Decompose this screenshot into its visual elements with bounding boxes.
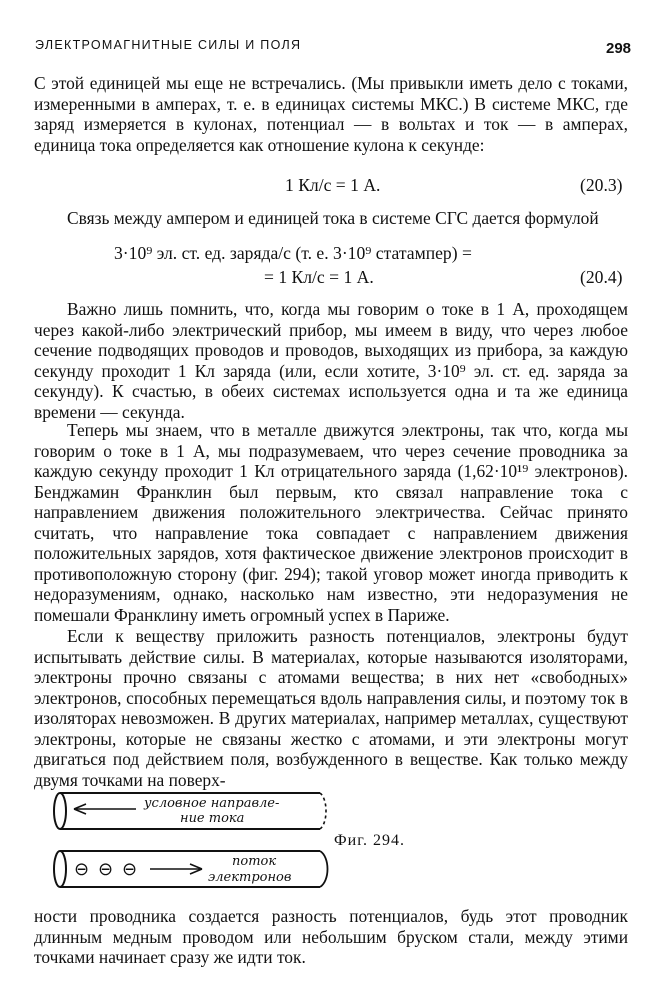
figure-caption: Фиг. 294.	[334, 832, 405, 849]
current-direction-label-line2: ние тока	[180, 811, 245, 826]
equation-20-4-number: (20.4)	[580, 267, 623, 287]
arrow-left-icon	[74, 804, 136, 814]
paragraph-3: Важно лишь помнить, что, когда мы говорим о токе в 1 А, проходящем через какой-либо электрический прибор, мы имеем в виду, что через любое сечение подводящих проводов и проводов, выходящих из прибора, за каждую секунду проходит 1 Кл заряда (или, если хотите, 3·10⁹ эл. ст. ед. заряда за секунду). К счастью, в обеих системах используется одна и та же единица времени — секунда.	[34, 299, 628, 422]
equation-20-3: 1 Кл/с = 1 А.	[285, 175, 381, 195]
figure-294-drawing	[52, 785, 342, 895]
paragraph-5: Если к веществу приложить разность потенциалов, электроны будут испытывать действие силы. В материалах, которые называются изоляторами, электроны прочно связаны с атомами вещества; в них нет «свободных» электронов, способных перемещаться вдоль направления силы, и поэтому ток в изоляторах невозможен. В других материалах, например металлах, существуют электроны, которые не связаны жестко с атомами, и эти электроны могут двигаться под действием поля, возбужденного в веществе. Как только между двумя точками на поверх-	[34, 626, 628, 790]
electron-icon: ⊖	[122, 859, 138, 880]
electron-flow-label-line1: поток	[232, 854, 277, 869]
page-number: 298	[606, 40, 632, 57]
equation-20-4-line1: 3·10⁹ эл. ст. ед. заряда/с (т. е. 3·10⁹ статампер) =	[114, 243, 472, 263]
paragraph-2: Связь между ампером и единицей тока в системе СГС дается формулой	[67, 208, 599, 228]
running-title: ЭЛЕКТРОМАГНИТНЫЕ СИЛЫ И ПОЛЯ	[35, 38, 302, 52]
paragraph-4: Теперь мы знаем, что в металле движутся электроны, так что, когда мы говорим о токе в 1 А, мы подразумеваем, что через сечение проводника за каждую секунду проходит 1 Кл отрицательного заряда (1,62·10¹⁹ электронов). Бенджамин Франклин был первым, кто связал направление тока с направлением движения положительного электричества. Сейчас принято считать, что направление тока совпадает с направлением движения положительных зарядов, хотя фактическое движение электронов происходит в противоположную сторону (фиг. 294); такой уговор может иногда приводить к недоразумениям, однако, насколько нам известно, эти недоразумения не помешали Франклину иметь огромный успех в Париже.	[34, 420, 628, 625]
equation-20-3-number: (20.3)	[580, 175, 623, 195]
arrow-right-icon	[150, 864, 202, 874]
current-direction-label-line1: условное направле-	[144, 796, 280, 811]
paragraph-6: ности проводника создается разность потенциалов, будь этот проводник длинным медным проводом или небольшим бруском стали, между этими точками начинает сразу же идти ток.	[34, 906, 628, 967]
electron-icon: ⊖	[74, 859, 90, 880]
electron-flow-label-line2: электронов	[208, 870, 292, 885]
electron-icon: ⊖	[98, 859, 114, 880]
paragraph-1: С этой единицей мы еще не встречались. (Мы привыкли иметь дело с токами, измеренными в амперах, т. е. в единицах системы МКС.) В системе МКС, где заряд измеряется в кулонах, потенциал — в вольтах и ток — в амперах, единица тока определяется как отношение кулона к секунде:	[34, 73, 628, 155]
figure-294	[52, 785, 342, 895]
equation-20-4-line2: = 1 Кл/с = 1 А.	[264, 267, 374, 287]
